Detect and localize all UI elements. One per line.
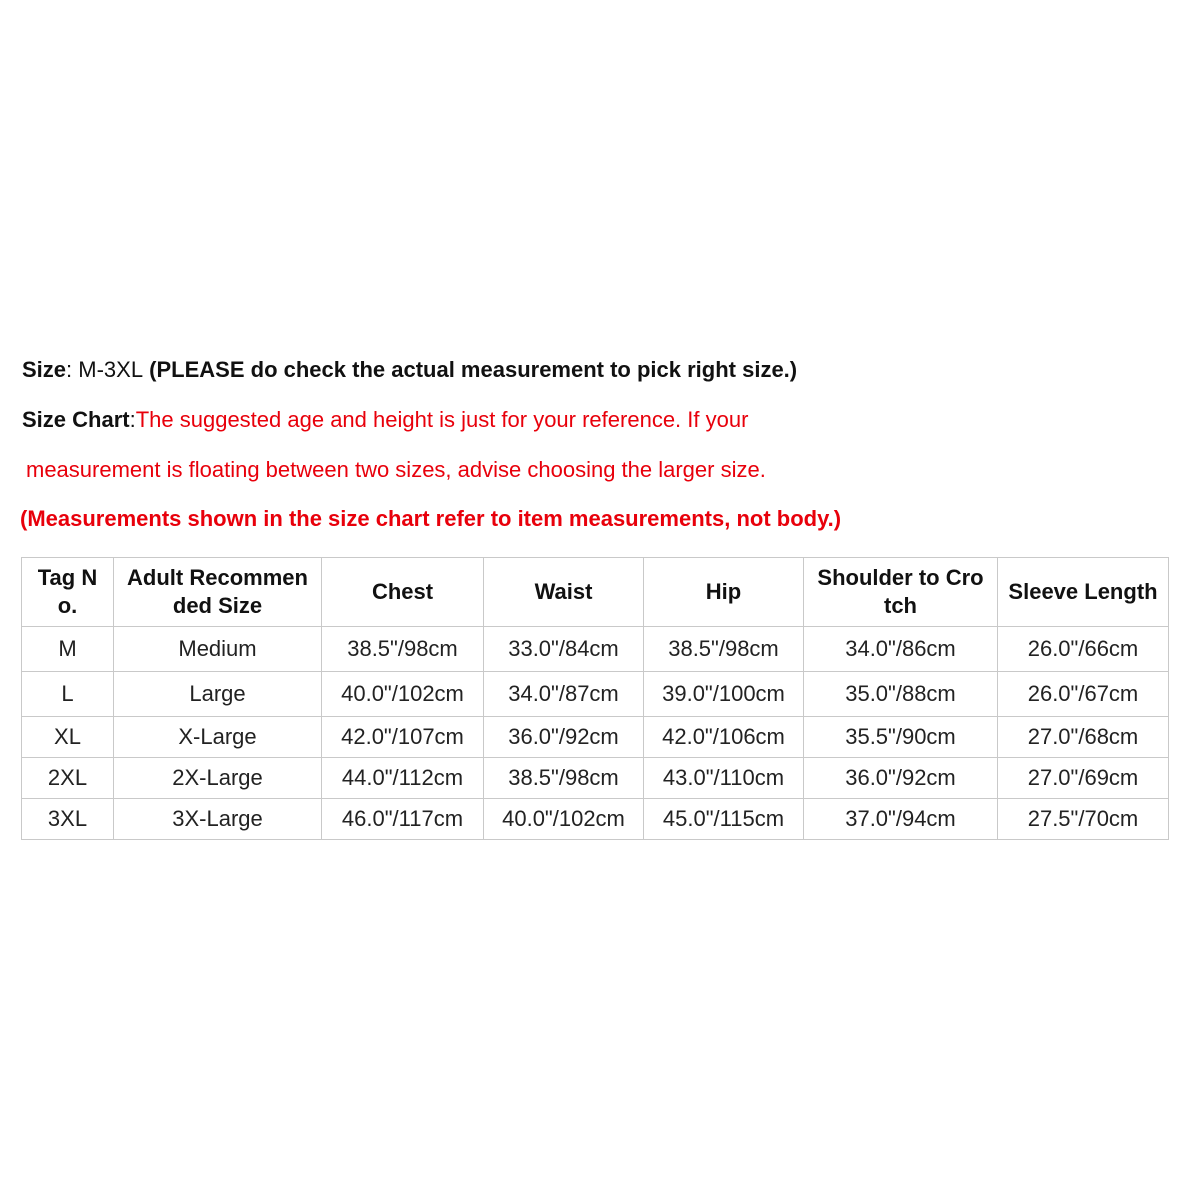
header-chest: Chest [322, 558, 484, 627]
recommended-size-cell: X-Large [114, 717, 322, 758]
waist-cell: 33.0"/84cm [484, 627, 644, 672]
tag-cell: L [22, 672, 114, 717]
sleeve-length-cell: 26.0"/67cm [998, 672, 1169, 717]
header-sleeve-length: Sleeve Length [998, 558, 1169, 627]
sleeve-length-cell: 26.0"/66cm [998, 627, 1169, 672]
size-label: Size [22, 357, 67, 382]
tag-cell: XL [22, 717, 114, 758]
recommended-size-cell: 3X-Large [114, 799, 322, 840]
table-row [22, 717, 1169, 758]
waist-cell: 36.0"/92cm [484, 717, 644, 758]
waist-cell: 40.0"/102cm [484, 799, 644, 840]
size-range-value: M-3XL [78, 357, 144, 382]
sleeve-length-cell: 27.5"/70cm [998, 799, 1169, 840]
header-shoulder-to-crotch: Shoulder to Cro tch [804, 558, 998, 627]
waist-cell: 34.0"/87cm [484, 672, 644, 717]
header-hip: Hip [644, 558, 804, 627]
hip-cell: 39.0"/100cm [644, 672, 804, 717]
hip-cell: 45.0"/115cm [644, 799, 804, 840]
chest-cell: 46.0"/117cm [322, 799, 484, 840]
shoulder-to-crotch-cell: 34.0"/86cm [804, 627, 998, 672]
recommended-size-cell: Medium [114, 627, 322, 672]
chest-cell: 42.0"/107cm [322, 717, 484, 758]
size-chart-note-line [22, 405, 748, 435]
sleeve-length-cell: 27.0"/68cm [998, 717, 1169, 758]
hip-cell: 42.0"/106cm [644, 717, 804, 758]
table-row [22, 672, 1169, 717]
chest-cell: 44.0"/112cm [322, 758, 484, 799]
size-check-note: (PLEASE do check the actual measurement to pick right size.) [143, 357, 798, 382]
tag-cell: 2XL [22, 758, 114, 799]
header-tag-no: Tag N o. [22, 558, 114, 627]
recommended-size-cell: Large [114, 672, 322, 717]
size-range-line [22, 355, 797, 385]
floating-size-note: measurement is floating between two sizes, advise choosing the larger size. [26, 457, 766, 482]
table-row [22, 799, 1169, 840]
shoulder-to-crotch-cell: 37.0"/94cm [804, 799, 998, 840]
tag-cell: M [22, 627, 114, 672]
sleeve-length-cell: 27.0"/69cm [998, 758, 1169, 799]
hip-cell: 43.0"/110cm [644, 758, 804, 799]
header-recommended-size: Adult Recommen ded Size [114, 558, 322, 627]
reference-note: The suggested age and height is just for your reference. If your [135, 407, 749, 432]
chest-cell: 40.0"/102cm [322, 672, 484, 717]
shoulder-to-crotch-cell: 36.0"/92cm [804, 758, 998, 799]
size-chart-label: Size Chart [22, 407, 130, 432]
hip-cell: 38.5"/98cm [644, 627, 804, 672]
size-separator: : [66, 357, 79, 382]
size-chart-separator: : [129, 407, 136, 432]
table-header-row [22, 558, 1169, 627]
shoulder-to-crotch-cell: 35.0"/88cm [804, 672, 998, 717]
table-row [22, 627, 1169, 672]
shoulder-to-crotch-cell: 35.5"/90cm [804, 717, 998, 758]
waist-cell: 38.5"/98cm [484, 758, 644, 799]
chest-cell: 38.5"/98cm [322, 627, 484, 672]
header-waist: Waist [484, 558, 644, 627]
size-chart-table [21, 557, 1169, 840]
item-measurement-note: (Measurements shown in the size chart refer to item measurements, not body.) [20, 506, 842, 531]
table-row [22, 758, 1169, 799]
tag-cell: 3XL [22, 799, 114, 840]
recommended-size-cell: 2X-Large [114, 758, 322, 799]
